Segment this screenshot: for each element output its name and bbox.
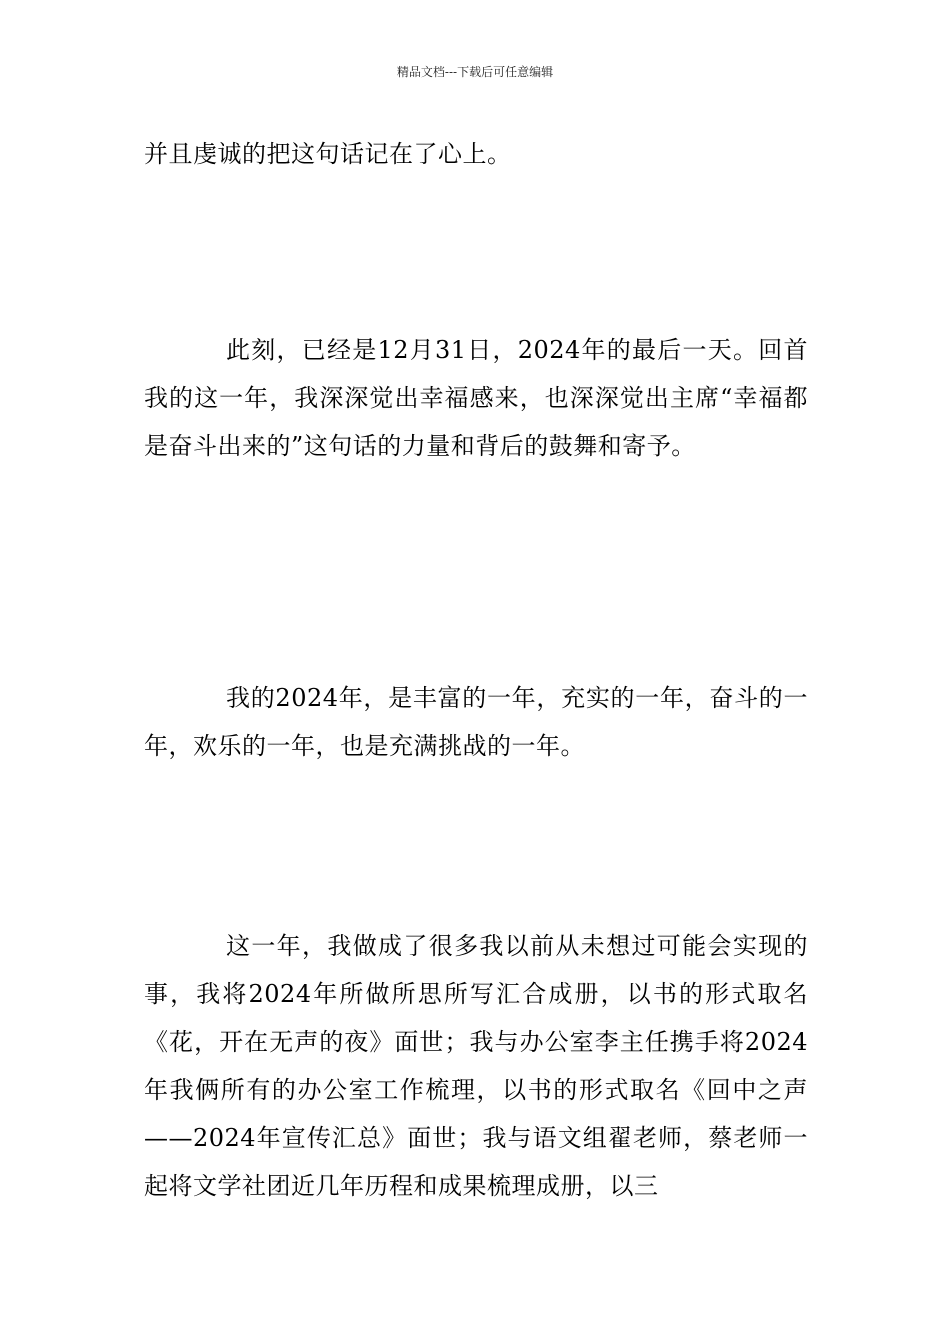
- paragraph-year-end: 此刻，已经是12月31日，2024年的最后一天。回首我的这一年，我深深觉出幸福感来，也深深觉出主席“幸福都是奋斗出来的”这句话的力量和背后的鼓舞和寄予。: [144, 336, 808, 460]
- paragraph-continuation: 并且虔诚的把这句话记在了心上。: [144, 140, 512, 168]
- paragraph-achievements: 这一年，我做成了很多我以前从未想过可能会实现的事，我将2024年所做所思所写汇合成册，以书的形式取名《花，开在无声的夜》面世；我与办公室李主任携手将2024年我俩所有的办公室工作梳理，以书的形式取名《回中之声——2024年宣传汇总》面世；我与语文组翟老师，蔡老师一起将文学社团近几年历程和成果梳理成册，以三: [144, 932, 808, 1200]
- paragraph-summary: 我的2024年，是丰富的一年，充实的一年，奋斗的一年，欢乐的一年，也是充满挑战的一年。: [144, 684, 808, 760]
- page-header: 精品文档---下载后可任意编辑: [396, 65, 554, 79]
